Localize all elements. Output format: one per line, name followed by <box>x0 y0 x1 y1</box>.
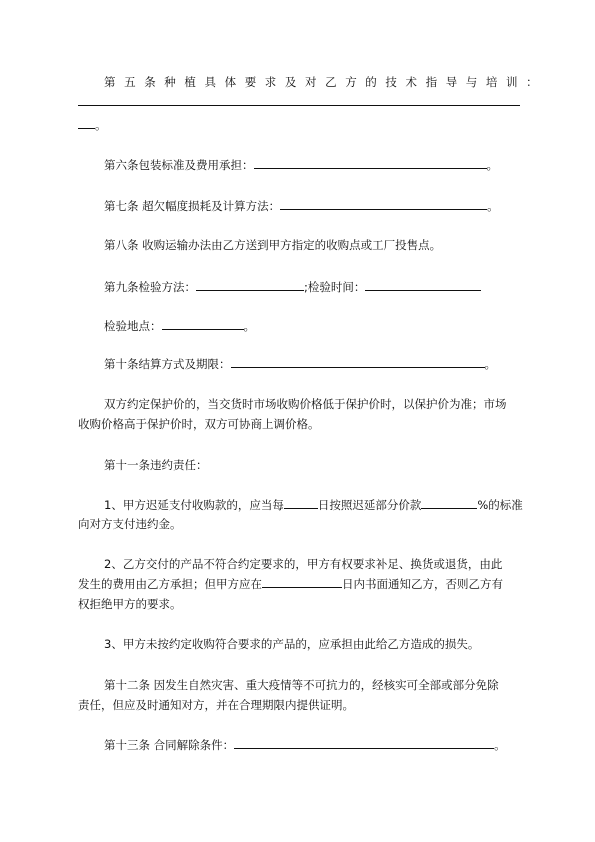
clause-11-2-line2 <box>78 576 503 592</box>
clause-11-2-text-a: 发生的费用由乙方承担；但甲方应在 <box>78 577 262 591</box>
clause-10 <box>104 356 496 372</box>
clause-9-time-label: ;检验时间： <box>304 280 366 294</box>
clause-7-end: 。 <box>487 199 499 213</box>
clause-9-location-end: 。 <box>243 319 255 333</box>
clause-11-2-text-b: 日内书面通知乙方，否则乙方有 <box>342 577 503 591</box>
clause-10-blank <box>231 356 485 368</box>
clause-6-blank <box>254 157 487 169</box>
clause-11-2-line1: 2、乙方交付的产品不符合约定要求的，甲方有权要求补足、换货或退货，由此 <box>104 557 503 571</box>
clause-13-blank <box>234 737 494 749</box>
clause-9-location <box>104 318 255 334</box>
clause-9-label: 第九条检验方法： <box>104 280 196 294</box>
clause-11-1-text-c: %的标准 <box>477 498 523 512</box>
clause-9 <box>104 279 481 295</box>
clause-11-1-text-b: 日按照迟延部分价款 <box>317 498 422 512</box>
clause-6-end: 。 <box>486 158 498 172</box>
clause-11-1-line2: 向对方支付违约金。 <box>78 517 182 531</box>
protect-price-line1: 双方约定保护价的，当交货时市场收购价格低于保护价时，以保护价为准；市场 <box>104 397 507 411</box>
clause-7 <box>104 198 499 214</box>
clause-12-line2: 责任，但应及时通知对方，并在合理期限内提供证明。 <box>78 698 354 712</box>
clause-11-1-days-blank <box>284 497 318 509</box>
clause-7-label: 第七条 超欠幅度损耗及计算方法： <box>104 199 281 213</box>
clause-9-location-label: 检验地点： <box>104 319 162 333</box>
clause-13-label: 第十三条 合同解除条件： <box>104 738 235 752</box>
clause-12-line1: 第十二条 因发生自然灾害、重大疫情等不可抗力的，经核实可全部或部分免除 <box>104 678 499 692</box>
clause-11-1-line1 <box>104 497 523 513</box>
clause-13 <box>104 737 506 753</box>
clause-5-end: 。 <box>95 118 107 132</box>
clause-9-time-blank <box>365 279 481 291</box>
clause-11-heading: 第十一条违约责任： <box>104 458 208 472</box>
clause-5-blank <box>78 117 95 129</box>
clause-9-location-blank <box>162 318 244 330</box>
clause-9-method-blank <box>196 279 304 291</box>
protect-price-line2: 收购价格高于保护价时，双方可协商上调价格。 <box>78 417 320 431</box>
clause-8: 第八条 收购运输办法由乙方送到甲方指定的收购点或工厂投售点。 <box>104 238 442 252</box>
clause-10-end: 。 <box>484 357 496 371</box>
clause-5-fill-line <box>78 105 520 106</box>
clause-13-end: 。 <box>494 738 506 752</box>
clause-6 <box>104 157 498 173</box>
clause-11-1-text-a: 1、甲方迟延支付收购款的，应当每 <box>104 498 284 512</box>
clause-11-1-percent-blank <box>421 497 477 509</box>
clause-5-tail <box>78 117 107 133</box>
clause-7-blank <box>280 198 487 210</box>
clause-6-label: 第六条包装标准及费用承担： <box>104 158 254 172</box>
clause-5-heading: 第五条种植具体要求及对乙方的技术指导与培训： <box>104 75 547 89</box>
clause-11-2-line3: 权拒绝甲方的要求。 <box>78 597 182 611</box>
clause-11-3: 3、甲方未按约定收购符合要求的产品的，应承担由此给乙方造成的损失。 <box>104 637 480 651</box>
clause-11-2-days-blank <box>262 576 342 588</box>
clause-10-label: 第十条结算方式及期限： <box>104 357 231 371</box>
